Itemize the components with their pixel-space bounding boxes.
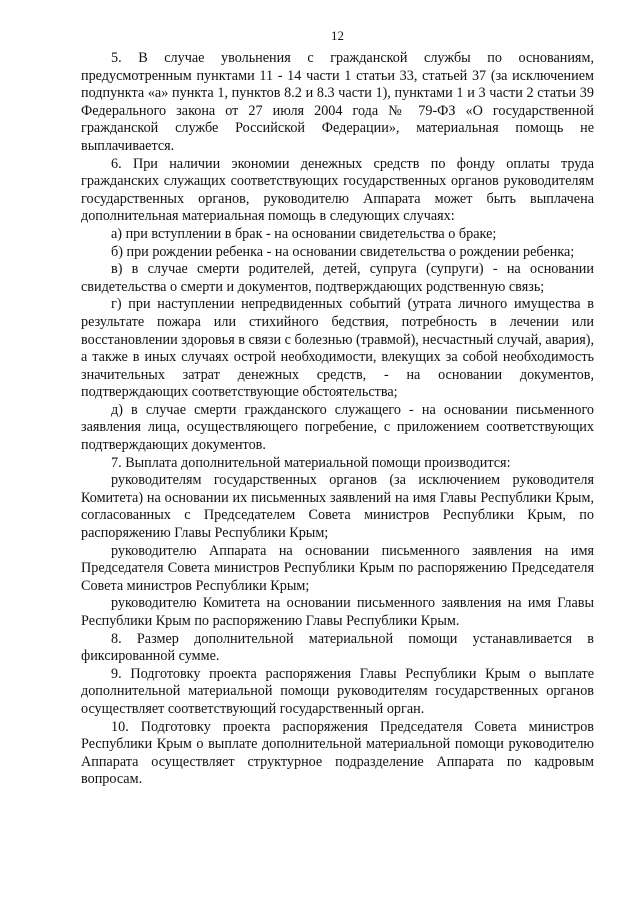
paragraph-5: 5. В случае увольнения с гражданской службы по основаниям, предусмотренным пунктами 11 - 14 части 1 статьи 33, статьей 37 (за исключением подпункта «а» пункта 1, пунктов 8.2 и 8.3 части 1), пунктами 1 и 3 части 2 статьи 39 Федерального закона от 27 июля 2004 года № 79-ФЗ «О государственной гражданской службе Российской Федерации», материальная помощь не выплачивается.: [81, 50, 594, 154]
paragraph-6a: а) при вступлении в брак - на основании свидетельства о браке;: [111, 225, 497, 242]
paragraph-7-heads: руководителям государственных органов (за исключением руководителя Комитета) на основании их письменных заявлений на имя Главы Республики Крым, согласованных с Председателем Совета министров Республики Крым, по распоряжению Главы Республики Крым;: [81, 472, 594, 542]
paragraph-6v: в) в случае смерти родителей, детей, супруга (супруги) - на основании свидетельства о смерти и документов, подтверждающих родственную связь;: [81, 261, 594, 295]
paragraph-6d: д) в случае смерти гражданского служащего - на основании письменного заявления лица, осуществляющего погребение, с приложением соответствующих подтверждающих документов.: [81, 401, 594, 454]
paragraph-7-committee: руководителю Комитета на основании письменного заявления на имя Главы Республики Крым по распоряжению Главы Республики Крым.: [81, 595, 594, 629]
paragraph-8: 8. Размер дополнительной материальной помощи устанавливается в фиксированной сумме.: [81, 630, 594, 665]
paragraph-6b: б) при рождении ребенка - на основании свидетельства о рождении ребенка;: [111, 243, 575, 260]
paragraph-7-apparatus: руководителю Аппарата на основании письменного заявления на имя Председателя Совета министров Республики Крым по распоряжению Председателя Совета министров Республики Крым;: [81, 542, 594, 594]
paragraph-9: 9. Подготовку проекта распоряжения Главы Республики Крым о выплате дополнительной материальной помощи руководителям государственных органов осуществляет соответствующий государственный орган.: [81, 665, 594, 717]
paragraph-10: 10. Подготовку проекта распоряжения Председателя Совета министров Республики Крым о выплате дополнительной материальной помощи руководителю Аппарата осуществляет структурное подразделение Аппарата по кадровым вопросам.: [81, 718, 594, 788]
paragraph-6g: г) при наступлении непредвиденных событий (утрата личного имущества в результате пожара или стихийного бедствия, потребность в лечении или восстановлении здоровья в связи с болезнью (травмой), несчастный случай, авария), а также в иных случаях острой необходимости, влекущих за собой необходимость значительных затрат денежных средств, - на основании документов, подтверждающих соответствующие обстоятельства;: [81, 296, 595, 401]
paragraph-6: 6. При наличии экономии денежных средств по фонду оплаты труда гражданских служащих соответствующих государственных органов руководителям государственных органов, руководителю Аппарата может быть выплачена дополнительная материальная помощь в следующих случаях:: [81, 155, 594, 225]
page-number: 12: [331, 28, 344, 43]
paragraph-7: 7. Выплата дополнительной материальной помощи производится:: [111, 454, 511, 471]
